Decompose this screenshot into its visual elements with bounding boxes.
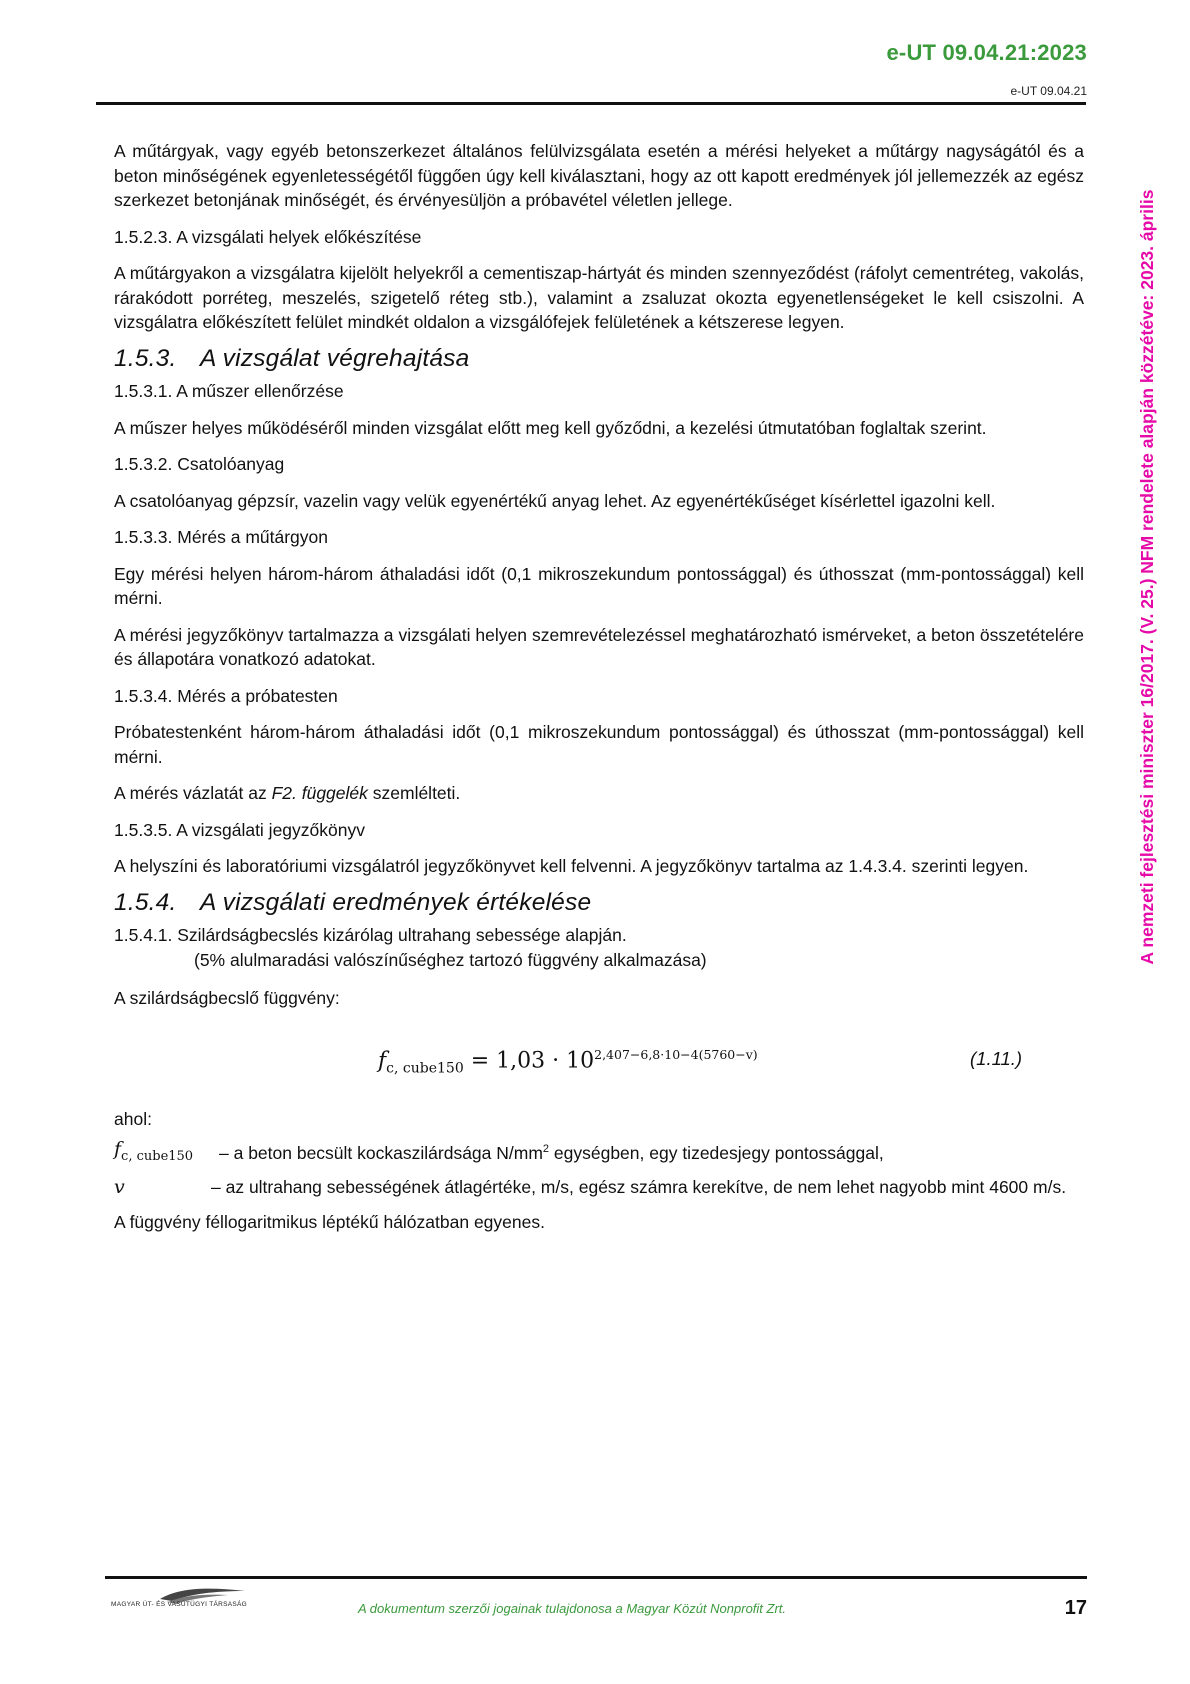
- superscript: 2: [542, 1143, 550, 1155]
- heading-title: A vizsgálat végrehajtása: [200, 344, 470, 372]
- symbol: f: [114, 1138, 122, 1160]
- text-run: szemlélteti.: [367, 783, 461, 803]
- subheading-1-5-3-4: 1.5.3.4. Mérés a próbatesten: [114, 685, 338, 706]
- definitions-intro: ahol:: [114, 1108, 152, 1129]
- definition-text: – az ultrahang sebességének átlagértéke, m/s, egész számra kerekítve, de nem lehet nagyobb mint 4600 m/s.: [211, 1177, 1067, 1198]
- paragraph: A műtárgyak, vagy egyéb betonszerkezet általános felülvizsgálata esetén a mérési helyeket a műtárgy nagyságától és a beton minőségének egyenletességétől függően úgy kell kiválasztani, hogy az ott kapott eredmények jól jellemezzék az egész szerkezet betonjának minőségét, és érvényesüljön a próbavétel véletlen jellege.: [114, 141, 1084, 210]
- page-number: 17: [1064, 1597, 1087, 1619]
- paragraph: A helyszíni és laboratóriumi vizsgálatról jegyzőkönyvet kell felvenni. A jegyzőkönyv tartalma az 1.4.3.4. szerinti legyen.: [114, 856, 1029, 876]
- subheading-note: (5% alulmaradási valószínűséghez tartozó függvény alkalmazása): [194, 949, 707, 970]
- heading-number: 1.5.4.: [114, 888, 177, 916]
- header-rule: [96, 102, 1086, 105]
- heading-title: A vizsgálati eredmények értékelése: [200, 888, 592, 916]
- footer-rule: [105, 1576, 1087, 1579]
- document-code: e-UT 09.04.21:2023: [886, 40, 1087, 65]
- paragraph: Próbatestenként három-három áthaladási időt (0,1 mikroszekundum pontossággal) és úthosszat (mm-pontossággal) kell mérni.: [114, 722, 1084, 767]
- text-run: – a beton becsült kockaszilárdsága N/mm: [219, 1142, 543, 1163]
- subheading-1-5-4-1: [114, 923, 1084, 972]
- subheading-line: 1.5.4.1. Szilárdságbecslés kizárólag ultrahang sebessége alapján.: [114, 925, 627, 945]
- appendix-reference: F2. függelék: [271, 783, 368, 803]
- document-code-small: e-UT 09.04.21: [1010, 84, 1087, 98]
- formula-lhs-subscript: c, cube150: [386, 1060, 464, 1077]
- paragraph: A mérési jegyzőkönyv tartalmazza a vizsgálati helyen szemrevételezéssel meghatározható ismérveket, a beton összetételére és állapotára vonatkozó adatokat.: [114, 624, 1084, 669]
- symbol-subscript: c, cube150: [121, 1148, 194, 1164]
- copyright-notice: A dokumentum szerzői jogainak tulajdonosa a Magyar Közút Nonprofit Zrt.: [358, 1601, 787, 1616]
- side-note: A nemzeti fejlesztési miniszter 16/2017. (V. 25.) NFM rendelete alapján közzétéve: 2023. április: [1137, 189, 1157, 965]
- paragraph: A csatolóanyag gépzsír, vazelin vagy velük egyenértékű anyag lehet. Az egyenértékűséget kísérlettel igazolni kell.: [114, 490, 996, 511]
- society-logo-icon: [110, 1585, 260, 1613]
- logo-caption: MAGYAR ÚT- ÉS VASÚTÜGYI TÁRSASÁG: [111, 1601, 248, 1608]
- subheading-1-5-2-3: 1.5.2.3. A vizsgálati helyek előkészítése: [114, 226, 422, 247]
- equation-number: (1.11.): [970, 1047, 1023, 1069]
- text-run: A mérés vázlatát az: [114, 783, 272, 803]
- subheading-1-5-3-3: 1.5.3.3. Mérés a műtárgyon: [114, 527, 328, 547]
- paragraph: [114, 781, 1084, 806]
- text-run: egységben, egy tizedesjegy pontossággal,: [549, 1142, 884, 1163]
- heading-1-5-3: [114, 344, 1084, 372]
- definition-symbol: [114, 1137, 227, 1169]
- formula-lhs: f: [378, 1047, 387, 1073]
- formula-expression: [378, 1043, 758, 1081]
- formula-rhs: = 1,03 · 10: [470, 1047, 595, 1073]
- variable-definitions: [114, 1107, 1084, 1200]
- formula-1-11: [114, 1035, 1084, 1085]
- paragraph: A műtárgyakon a vizsgálatra kijelölt helyekről a cementiszap-hártyát és minden szennyeződést (ráfolyt cementréteg, vakolás, rárakódott porréteg, meszelés, szigetelő réteg stb.), valamint a zsaluzat okozta egyenetlenségeket le kell csiszolni. A vizsgálatra előkészített felület mindkét oldalon a vizsgálófejek felületének a kétszerese legyen.: [114, 263, 1084, 332]
- definition-text: [219, 1137, 1084, 1169]
- definition-fc: [114, 1137, 1084, 1169]
- subheading-1-5-3-1: 1.5.3.1. A műszer ellenőrzése: [114, 381, 344, 401]
- paragraph: Egy mérési helyen három-három áthaladási időt (0,1 mikroszekundum pontossággal) és úthosszat (mm-pontossággal) kell mérni.: [114, 563, 1084, 608]
- definition-symbol: v: [114, 1176, 125, 1199]
- definition-v: [114, 1175, 1084, 1200]
- page-content: [114, 139, 1084, 1246]
- subheading-1-5-3-2: 1.5.3.2. Csatolóanyag: [114, 454, 285, 474]
- paragraph: A szilárdságbecslő függvény:: [114, 988, 340, 1008]
- paragraph: A műszer helyes működéséről minden vizsgálat előtt meg kell győződni, a kezelési útmutatóban foglaltak szerint.: [114, 417, 987, 438]
- heading-number: 1.5.3.: [114, 344, 177, 372]
- formula-exponent: 2,407−6,8·10−4(5760−v): [594, 1046, 758, 1062]
- subheading-1-5-3-5: 1.5.3.5. A vizsgálati jegyzőkönyv: [114, 819, 365, 840]
- paragraph-closing: A függvény féllogaritmikus léptékű hálózatban egyenes.: [114, 1211, 545, 1232]
- heading-1-5-4: [114, 888, 1084, 916]
